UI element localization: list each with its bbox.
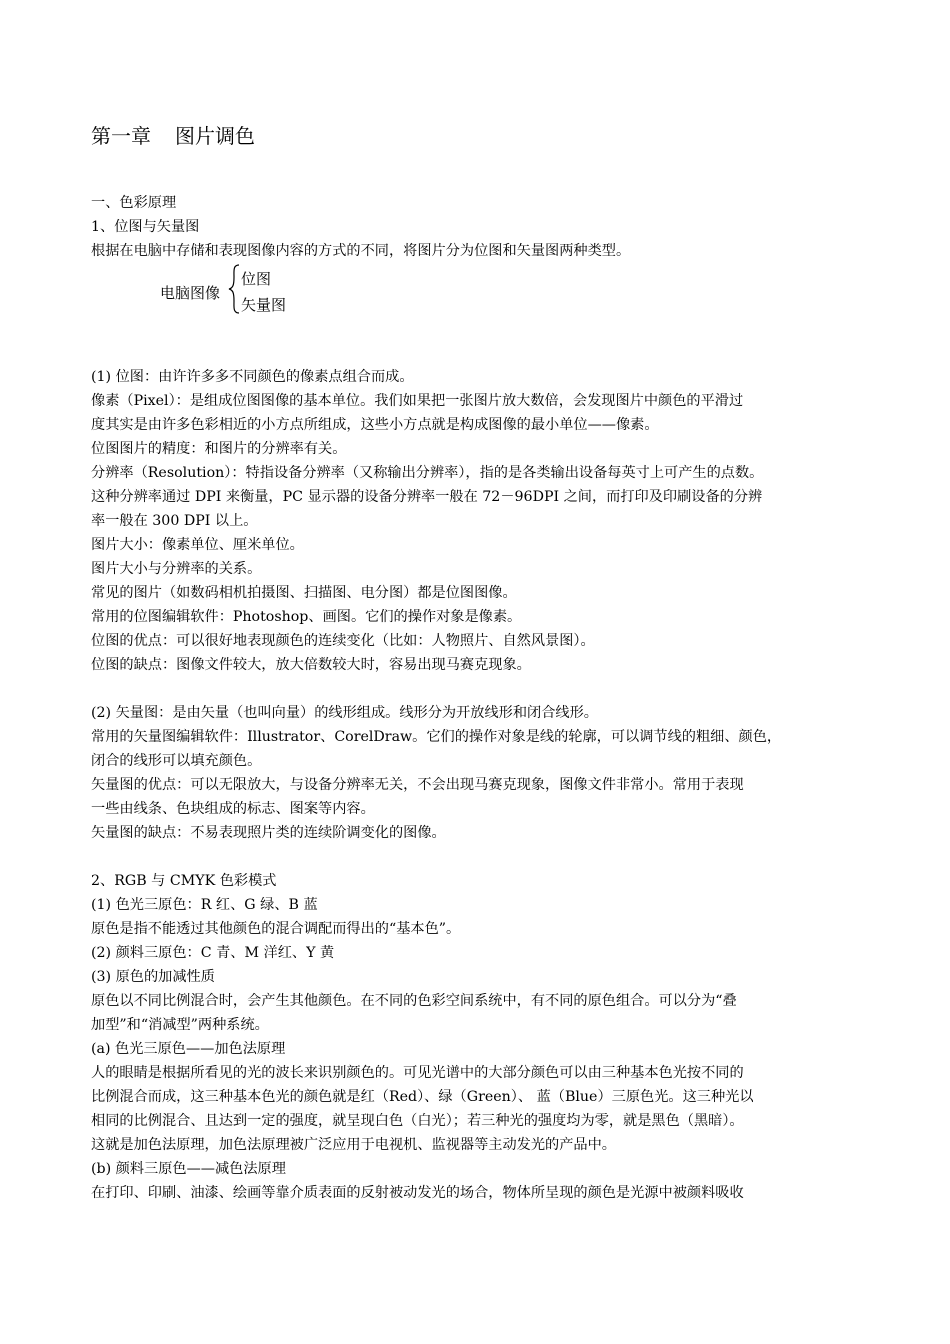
text-line: 位图的缺点：图像文件较大，放大倍数较大时，容易出现马赛克现象。 bbox=[91, 657, 531, 673]
text-line: 矢量图的缺点：不易表现照片类的连续阶调变化的图像。 bbox=[91, 825, 446, 841]
text-line: 分辨率（Resolution）：特指设备分辨率（又称输出分辨率），指的是各类输出设备每英寸上可产生的点数。 bbox=[91, 465, 764, 481]
section-heading: 一、色彩原理 bbox=[91, 195, 177, 211]
text-line: 率一般在 300 DPI 以上。 bbox=[91, 513, 258, 529]
text-line: 原色以不同比例混合时，会产生其他颜色。在不同的色彩空间系统中，有不同的原色组合。可以分为“叠 bbox=[91, 993, 737, 1009]
text-line: 2、RGB 与 CMYK 色彩模式 bbox=[91, 873, 277, 889]
text-line: 图片大小与分辨率的关系。 bbox=[91, 561, 262, 577]
color-mode-section bbox=[91, 869, 861, 1205]
text-line: 人的眼睛是根据所看见的光的波长来识别颜色的。可见光谱中的大部分颜色可以由三种基本色光按不同的 bbox=[91, 1065, 744, 1081]
diagram-leaf-vector: 矢量图 bbox=[241, 296, 287, 314]
text-line: 在打印、印刷、油漆、绘画等靠介质表面的反射被动发光的场合，物体所呈现的颜色是光源中被颜料吸收 bbox=[91, 1185, 744, 1201]
document-body bbox=[91, 191, 861, 1205]
text-line: 相同的比例混合、且达到一定的强度，就呈现白色（白光）；若三种光的强度均为零，就是黑色（黑暗）。 bbox=[91, 1113, 744, 1129]
curly-brace-icon bbox=[227, 263, 241, 315]
subsection-heading: 1、位图与矢量图 bbox=[91, 219, 200, 235]
chapter-title bbox=[91, 124, 255, 148]
vector-section bbox=[91, 701, 861, 845]
diagram-root-label: 电脑图像 bbox=[160, 284, 221, 302]
bitmap-section bbox=[91, 365, 861, 677]
text-line: (2) 矢量图：是由矢量（也叫向量）的线形组成。线形分为开放线形和闭合线形。 bbox=[91, 705, 598, 721]
text-line: (b) 颜料三原色——减色法原理 bbox=[91, 1161, 286, 1177]
image-type-diagram bbox=[91, 267, 861, 319]
text-line: 闭合的线形可以填充颜色。 bbox=[91, 753, 262, 769]
text-line: 像素（Pixel）：是组成位图图像的基本单位。我们如果把一张图片放大数倍，会发现图片中颜色的平滑过 bbox=[91, 393, 744, 409]
text-line: 图片大小：像素单位、厘米单位。 bbox=[91, 537, 304, 553]
text-line: 位图图片的精度：和图片的分辨率有关。 bbox=[91, 441, 347, 457]
text-line: (3) 原色的加减性质 bbox=[91, 969, 215, 985]
text-line: (a) 色光三原色——加色法原理 bbox=[91, 1041, 286, 1057]
text-line: 一些由线条、色块组成的标志、图案等内容。 bbox=[91, 801, 375, 817]
text-line: 度其实是由许多色彩相近的小方点所组成，这些小方点就是构成图像的最小单位——像素。 bbox=[91, 417, 659, 433]
text-line: 矢量图的优点：可以无限放大，与设备分辨率无关，不会出现马赛克现象，图像文件非常小。常用于表现 bbox=[91, 777, 744, 793]
text-line: (2) 颜料三原色：C 青、M 洋红、Y 黄 bbox=[91, 945, 335, 961]
diagram-leaf-bitmap: 位图 bbox=[241, 270, 272, 288]
text-line: 比例混合而成，这三种基本色光的颜色就是红（Red）、绿（Green）、 蓝（Blue）三原色光。这三种光以 bbox=[91, 1089, 754, 1105]
intro-paragraph: 根据在电脑中存储和表现图像内容的方式的不同，将图片分为位图和矢量图两种类型。 bbox=[91, 243, 631, 259]
text-line: 常见的图片（如数码相机拍摄图、扫描图、电分图）都是位图图像。 bbox=[91, 585, 517, 601]
text-line: 常用的位图编辑软件：Photoshop、画图。它们的操作对象是像素。 bbox=[91, 609, 522, 625]
text-line: 原色是指不能透过其他颜色的混合调配而得出的“基本色”。 bbox=[91, 921, 461, 937]
text-line: (1) 位图：由许许多多不同颜色的像素点组合而成。 bbox=[91, 369, 414, 385]
chapter-name: 图片调色 bbox=[175, 124, 255, 148]
chapter-number: 第一章 bbox=[91, 124, 151, 148]
text-line: 常用的矢量图编辑软件：Illustrator、CorelDraw。它们的操作对象是线的轮廓，可以调节线的粗细、颜色， bbox=[91, 729, 782, 745]
text-line: 加型”和“消减型”两种系统。 bbox=[91, 1017, 269, 1033]
text-line: 位图的优点：可以很好地表现颜色的连续变化（比如：人物照片、自然风景图）。 bbox=[91, 633, 595, 649]
text-line: 这就是加色法原理，加色法原理被广泛应用于电视机、监视器等主动发光的产品中。 bbox=[91, 1137, 616, 1153]
text-line: 这种分辨率通过 DPI 来衡量，PC 显示器的设备分辨率一般在 72－96DPI 之间，而打印及印刷设备的分辨 bbox=[91, 489, 763, 505]
text-line: (1) 色光三原色：R 红、G 绿、B 蓝 bbox=[91, 897, 318, 913]
